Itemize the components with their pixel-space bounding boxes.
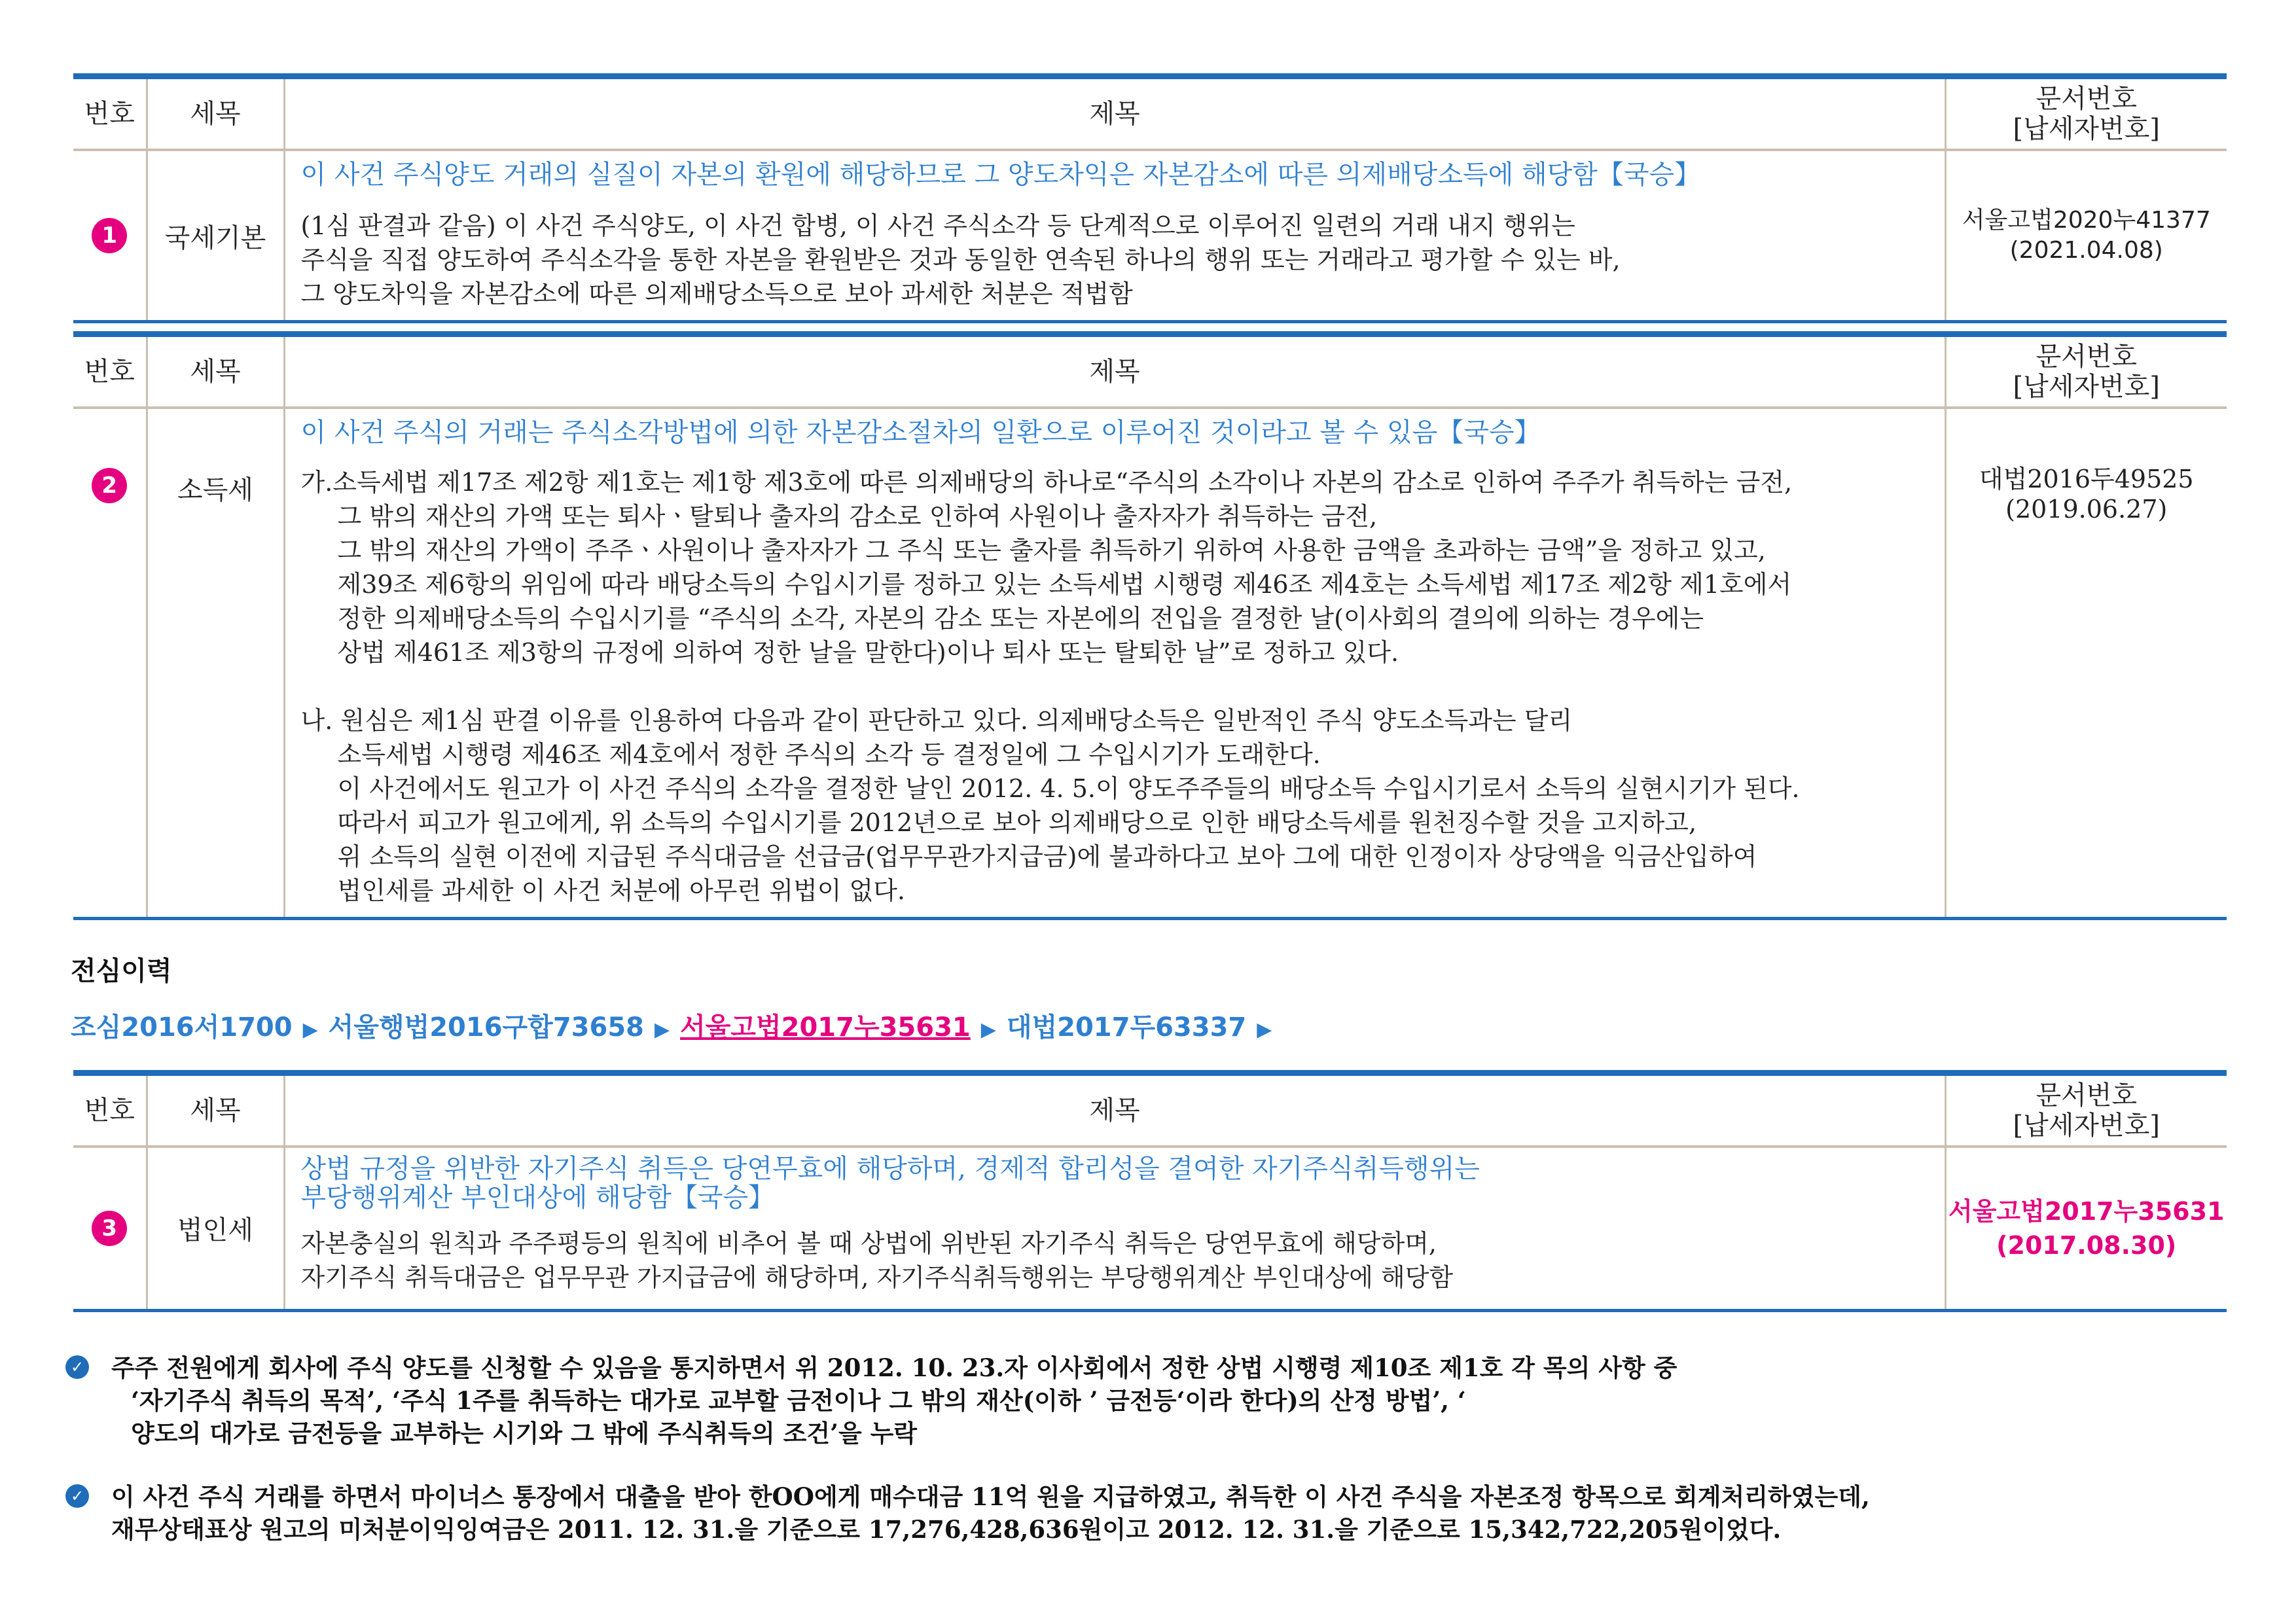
case-table-2 xyxy=(73,331,2227,920)
doc-number: 서울고법2017누35631 xyxy=(1948,1196,2225,1226)
history-chain xyxy=(71,1007,1282,1044)
note-line: 재무상태표상 원고의 미처분이익잉여금은 2011. 12. 31.을 기준으로 17,276,428,636원이고 2012. 12. 31.을 기준으로 15,342,722,205원이었다. xyxy=(111,1515,1782,1544)
para-b-line: 소득세법 시행령 제46조 제4호에서 정한 주식의 소각 등 결정일에 그 수입시기가 도래한다. xyxy=(337,740,1321,769)
case-text-line: 자기주식 취득대금은 업무무관 가지급금에 해당하며, 자기주식취득행위는 부당행위계산 부인대상에 해당함 xyxy=(300,1263,1454,1292)
number-badge: 1 xyxy=(92,218,127,253)
note-1 xyxy=(65,1351,2238,1450)
case-tax: 국세기본 xyxy=(147,150,284,322)
case-title[interactable]: 상법 규정을 위반한 자기주식 취득은 당연무효에 해당하며, 경제적 합리성을 결여한 자기주식취득행위는 xyxy=(300,1154,1480,1184)
note-2 xyxy=(65,1480,2238,1546)
header-doc-line1: 문서번호 xyxy=(2036,84,2138,114)
doc-date: (2021.04.08) xyxy=(2009,237,2163,264)
arrow-icon: ▶ xyxy=(1257,1018,1272,1041)
case-number xyxy=(73,150,147,322)
para-b-line: 따라서 피고가 원고에게, 위 소득의 수입시기를 2012년으로 보아 의제배당으로 인한 배당소득세를 원천징수할 것을 고지하고, xyxy=(337,808,1697,837)
arrow-icon: ▶ xyxy=(980,1018,996,1041)
table-header xyxy=(73,334,2227,408)
case-title[interactable]: 부당행위계산 부인대상에 해당함【국승】 xyxy=(300,1183,775,1213)
header-doc-line2: [납세자번호] xyxy=(2013,372,2160,402)
history-item-current[interactable]: 서울고법2017누35631 xyxy=(680,1012,971,1043)
case-tax: 법인세 xyxy=(147,1147,284,1310)
note-line: ‘자기주식 취득의 목적’, ‘주식 1주를 취득하는 대가로 교부할 금전이나 그 밖의 재산(이하 ’ 금전등‘이라 한다)의 산정 방법’, ‘ xyxy=(131,1386,1466,1415)
header-tax: 세목 xyxy=(147,77,284,151)
note-line: 주주 전원에게 회사에 주식 양도를 신청할 수 있음을 통지하면서 위 2012. 10. 23.자 이사회에서 정한 상법 시행령 제10조 제1호 각 목의 사항 중 xyxy=(111,1353,1677,1382)
header-doc-line2: [납세자번호] xyxy=(2013,114,2160,144)
history-item[interactable]: 서울행법2016구합73658 xyxy=(328,1012,644,1043)
case-number xyxy=(73,1147,147,1310)
case-title[interactable]: 이 사건 주식의 거래는 주식소각방법에 의한 자본감소절차의 일환으로 이루어진 것이라고 볼 수 있음【국승】 xyxy=(300,418,1541,448)
header-doc-line1: 문서번호 xyxy=(2036,342,2138,372)
history-title: 전심이력 xyxy=(71,956,172,986)
para-b-line: 법인세를 과세한 이 사건 처분에 아무런 위법이 없다. xyxy=(337,876,906,905)
header-tax: 세목 xyxy=(147,1073,284,1147)
header-doc-line1: 문서번호 xyxy=(2036,1080,2138,1111)
header-doc xyxy=(1945,334,2227,408)
case-text-line: 자본충실의 원칙과 주주평등의 원칙에 비추어 볼 때 상법에 위반된 자기주식 취득은 당연무효에 해당하며, xyxy=(300,1229,1437,1258)
header-tax: 세목 xyxy=(147,334,284,408)
case-doc xyxy=(1945,408,2227,919)
doc-number: 대법2016두49525 xyxy=(1979,465,2194,493)
table-header xyxy=(73,77,2227,151)
arrow-icon: ▶ xyxy=(302,1018,318,1041)
doc-date: (2017.08.30) xyxy=(1996,1230,2177,1260)
table-header xyxy=(73,1073,2227,1147)
case-text-line: (1심 판결과 같음) 이 사건 주식양도, 이 사건 합병, 이 사건 주식소각 등 단계적으로 이루어진 일련의 거래 내지 행위는 xyxy=(300,211,1575,240)
case-text-line: 주식을 직접 양도하여 주식소각을 통한 자본을 환원받은 것과 동일한 연속된 하나의 행위 또는 거래라고 평가할 수 있는 바, xyxy=(300,245,1621,274)
header-doc-line2: [납세자번호] xyxy=(2013,1111,2160,1141)
table-row xyxy=(73,408,2227,919)
case-body xyxy=(284,408,1945,919)
header-no: 번호 xyxy=(73,1073,147,1147)
case-text-line: 그 양도차익을 자본감소에 따른 의제배당소득으로 보아 과세한 처분은 적법함 xyxy=(300,279,1133,308)
doc-date: (2019.06.27) xyxy=(2005,495,2168,524)
number-badge: 2 xyxy=(92,468,127,503)
history-item[interactable]: 대법2017두63337 xyxy=(1006,1012,1247,1043)
header-title: 제목 xyxy=(284,1073,1945,1147)
para-b-line: 나. 원심은 제1심 판결 이유를 인용하여 다음과 같이 판단하고 있다. 의제배당소득은 일반적인 주식 양도소득과는 달리 xyxy=(300,706,1573,735)
case-table-1 xyxy=(73,73,2227,323)
case-number xyxy=(73,408,147,919)
case-body xyxy=(284,1147,1945,1310)
case-doc xyxy=(1945,150,2227,322)
number-badge: 3 xyxy=(92,1211,127,1246)
case-doc xyxy=(1945,1147,2227,1310)
doc-number: 서울고법2020누41377 xyxy=(1962,207,2211,234)
note-line: 양도의 대가로 금전등을 교부하는 시기와 그 밖에 주식취득의 조건’을 누락 xyxy=(131,1419,918,1448)
check-icon: ✓ xyxy=(65,1355,89,1379)
para-b-line: 위 소득의 실현 이전에 지급된 주식대금을 선급금(업무무관가지급금)에 불과하다고 보아 그에 대한 인정이자 상당액을 익금산입하여 xyxy=(337,842,1757,871)
case-tax: 소득세 xyxy=(147,408,284,919)
history-item[interactable]: 조심2016서1700 xyxy=(71,1012,293,1043)
header-no: 번호 xyxy=(73,334,147,408)
table-row xyxy=(73,150,2227,322)
para-a-line: 제39조 제6항의 위임에 따라 배당소득의 수입시기를 정하고 있는 소득세법 시행령 제46조 제4호는 소득세법 제17조 제2항 제1호에서 xyxy=(337,570,1792,599)
header-doc xyxy=(1945,77,2227,151)
note-line: 이 사건 주식 거래를 하면서 마이너스 통장에서 대출을 받아 한OO에게 매수대금 11억 원을 지급하였고, 취득한 이 사건 주식을 자본조정 항목으로 회계처리하였는데, xyxy=(111,1482,1870,1511)
header-title: 제목 xyxy=(284,77,1945,151)
header-no: 번호 xyxy=(73,77,147,151)
para-b-line: 이 사건에서도 원고가 이 사건 주식의 소각을 결정한 날인 2012. 4. 5.이 양도주주들의 배당소득 수입시기로서 소득의 실현시기가 된다. xyxy=(337,774,1800,803)
para-a-line: 상법 제461조 제3항의 규정에 의하여 정한 날을 말한다)이나 퇴사 또는 탈퇴한 날”로 정하고 있다. xyxy=(337,638,1399,667)
case-title[interactable]: 이 사건 주식양도 거래의 실질이 자본의 환원에 해당하므로 그 양도차익은 자본감소에 따른 의제배당소득에 해당함【국승】 xyxy=(300,160,1701,190)
check-icon: ✓ xyxy=(65,1484,89,1508)
header-title: 제목 xyxy=(284,334,1945,408)
para-a-line: 그 밖의 재산의 가액이 주주ㆍ사원이나 출자자가 그 주식 또는 출자를 취득하기 위하여 사용한 금액을 초과하는 금액”을 정하고 있고, xyxy=(337,536,1766,565)
case-body xyxy=(284,150,1945,322)
para-a-line: 그 밖의 재산의 가액 또는 퇴사ㆍ탈퇴나 출자의 감소로 인하여 사원이나 출자자가 취득하는 금전, xyxy=(337,502,1378,531)
table-row xyxy=(73,1147,2227,1310)
para-a-line: 가.소득세법 제17조 제2항 제1호는 제1항 제3호에 따른 의제배당의 하나로“주식의 소각이나 자본의 감소로 인하여 주주가 취득하는 금전, xyxy=(300,468,1793,497)
header-doc xyxy=(1945,1073,2227,1147)
case-table-3 xyxy=(73,1070,2227,1312)
para-a-line: 정한 의제배당소득의 수입시기를 “주식의 소각, 자본의 감소 또는 자본에의 전입을 결정한 날(이사회의 결의에 의하는 경우에는 xyxy=(337,604,1704,633)
arrow-icon: ▶ xyxy=(654,1018,670,1041)
